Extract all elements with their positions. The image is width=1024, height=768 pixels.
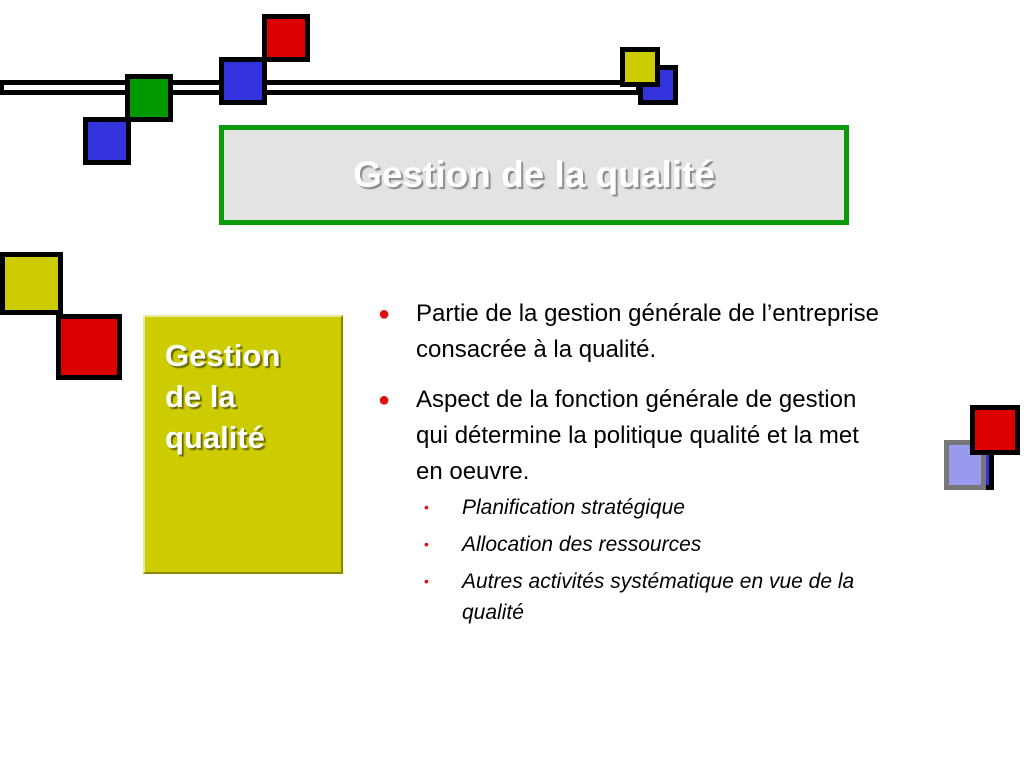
yellow-square [620,47,660,87]
bullet-item [378,382,978,490]
red-square [262,14,310,62]
red-square [56,314,122,380]
bullet-line: qui détermine la politique qualité et la met [416,422,859,449]
sub-bullet-line: Allocation des ressources [462,533,702,556]
bullet-dot-icon: ● [378,303,391,325]
blue-square [219,57,267,105]
sub-bullet-dot-icon: • [424,536,429,552]
yellow-square [0,252,63,315]
bullet-line: consacrée à la qualité. [416,336,657,363]
side-label-line: de la [165,379,236,414]
side-label-line: qualité [165,420,265,455]
bullet-item [378,296,978,368]
side-label-line: Gestion [165,338,281,373]
title-box [219,125,849,225]
sub-bullet-line: Planification stratégique [462,496,685,519]
sub-bullet-line: qualité [462,601,524,624]
bullet-line: Aspect de la fonction générale de gestion [416,386,857,413]
sub-bullet-dot-icon: • [424,573,429,589]
bullet-line: en oeuvre. [416,458,530,485]
sub-bullet-item [424,492,978,523]
sub-bullet-item [424,566,978,628]
green-square [125,74,173,122]
sub-bullet-line: Autres activités systématique en vue de la [462,570,855,593]
blue-square [83,117,131,165]
bullet-list [378,296,978,634]
sub-bullet-dot-icon: • [424,499,429,515]
slide-title: Gestion de la qualité [353,154,715,195]
bullet-line: Partie de la gestion générale de l’entreprise [416,300,879,327]
side-label-panel [143,315,343,574]
decorative-line-inner [4,85,636,90]
sub-bullet-item [424,529,978,560]
bullet-dot-icon: ● [378,389,391,411]
